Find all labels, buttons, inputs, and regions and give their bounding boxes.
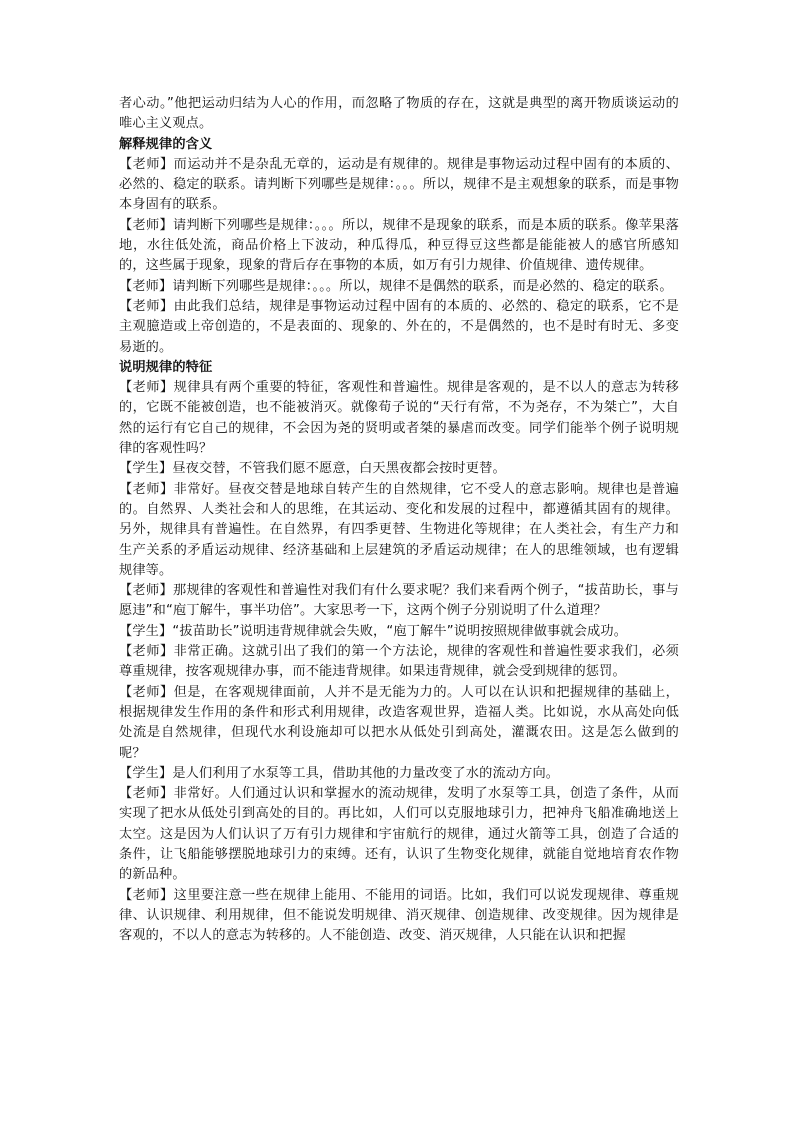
teacher-paragraph: 【老师】非常正确。这就引出了我们的第一个方法论，规律的客观性和普遍性要求我们，必须尊重规律，按客观规律办事，而不能违背规律。如果违背规律，就会受到规律的惩罚。 — [119, 644, 679, 680]
teacher-paragraph: 【老师】但是，在客观规律面前，人并不是无能为力的。人可以在认识和把握规律的基础上，根据规律发生作用的条件和形式利用规律，改造客观世界，造福人类。比如说，水从高处向低处流是自然规律，但现代水利设施却可以把水从低处引到高处，灌溉农田。这是怎么做到的呢？ — [119, 684, 679, 761]
student-paragraph: 【学生】昼夜交替，不管我们愿不愿意，白天黑夜都会按时更替。 — [119, 461, 506, 477]
teacher-paragraph: 【老师】请判断下列哪些是规律：。。。所以，规律不是现象的联系，而是本质的联系。像苹果落地，水往低处流，商品价格上下波动，种瓜得瓜，种豆得豆这些都是能能被人的感官所感知的，这些属于现象，现象的背后存在事物的本质，如万有引力规律、价值规律、遗传规律。 — [119, 217, 679, 274]
student-paragraph: 【学生】“拔苗助长”说明违背规律就会失败，“庖丁解牛”说明按照规律做事就会成功。 — [119, 623, 628, 639]
document-page — [119, 94, 679, 946]
teacher-paragraph: 【老师】非常好。昼夜交替是地球自转产生的自然规律，它不受人的意志影响。规律也是普遍的。自然界、人类社会和人的思维，在其运动、变化和发展的过程中，都遵循其固有的规律。另外，规律具有普遍性。在自然界，有四季更替、生物进化等规律；在人类社会，有生产力和生产关系的矛盾运动规律、经济基础和上层建筑的矛盾运动规律；在人的思维领域，也有逻辑规律等。 — [119, 481, 679, 578]
teacher-paragraph: 【老师】这里要注意一些在规律上能用、不能用的词语。比如，我们可以说发现规律、尊重规律、认识规律、利用规律，但不能说发明规律、消灭规律、创造规律、改变规律。因为规律是客观的，不以人的意志为转移的。人不能创造、改变、消灭规律，人只能在认识和把握 — [119, 887, 679, 944]
teacher-paragraph: 【老师】规律具有两个重要的特征，客观性和普遍性。规律是客观的，是不以人的意志为转移的，它既不能被创造，也不能被消灭。就像荀子说的“天行有常，不为尧存，不为桀亡”，大自然的运行有它自己的规律，不会因为尧的贤明或者桀的暴虐而改变。同学们能举个例子说明规律的客观性吗？ — [119, 380, 679, 457]
paragraph-intro-continuation: 者心动。”他把运动归结为人心的作用，而忽略了物质的存在，这就是典型的离开物质谈运动的唯心主义观点。 — [119, 96, 679, 132]
teacher-paragraph: 【老师】非常好。人们通过认识和掌握水的流动规律，发明了水泵等工具，创造了条件，从而实现了把水从低处引到高处的目的。再比如，人们可以克服地球引力，把神舟飞船准确地送上太空。这是因为人们认识了万有引力规律和宇宙航行的规律，通过火箭等工具，创造了合适的条件，让飞船能够摆脱地球引力的束缚。还有，认识了生物变化规律，就能自觉地培育农作物的新品种。 — [119, 786, 679, 883]
teacher-paragraph: 【老师】由此我们总结，规律是事物运动过程中固有的本质的、必然的、稳定的联系，它不是主观臆造或上帝创造的，不是表面的、现象的、外在的，不是偶然的，也不是时有时无、多变易逝的。 — [119, 298, 679, 355]
section-heading-law-meaning: 解释规律的含义 — [119, 136, 213, 152]
teacher-paragraph: 【老师】那规律的客观性和普遍性对我们有什么要求呢？我们来看两个例子，“拔苗助长，事与愿违”和“庖丁解牛，事半功倍”。大家思考一下，这两个例子分别说明了什么道理？ — [119, 583, 679, 619]
student-paragraph: 【学生】是人们利用了水泵等工具，借助其他的力量改变了水的流动方向。 — [119, 765, 560, 781]
teacher-paragraph: 【老师】请判断下列哪些是规律：。。。所以，规律不是偶然的联系，而是必然的、稳定的联系。 — [119, 278, 673, 294]
teacher-paragraph: 【老师】而运动并不是杂乱无章的，运动是有规律的。规律是事物运动过程中固有的本质的、必然的、稳定的联系。请判断下列哪些是规律：。。。所以，规律不是主观想象的联系，而是事物本身固有的联系。 — [119, 156, 679, 213]
section-heading-law-features: 说明规律的特征 — [119, 359, 213, 375]
